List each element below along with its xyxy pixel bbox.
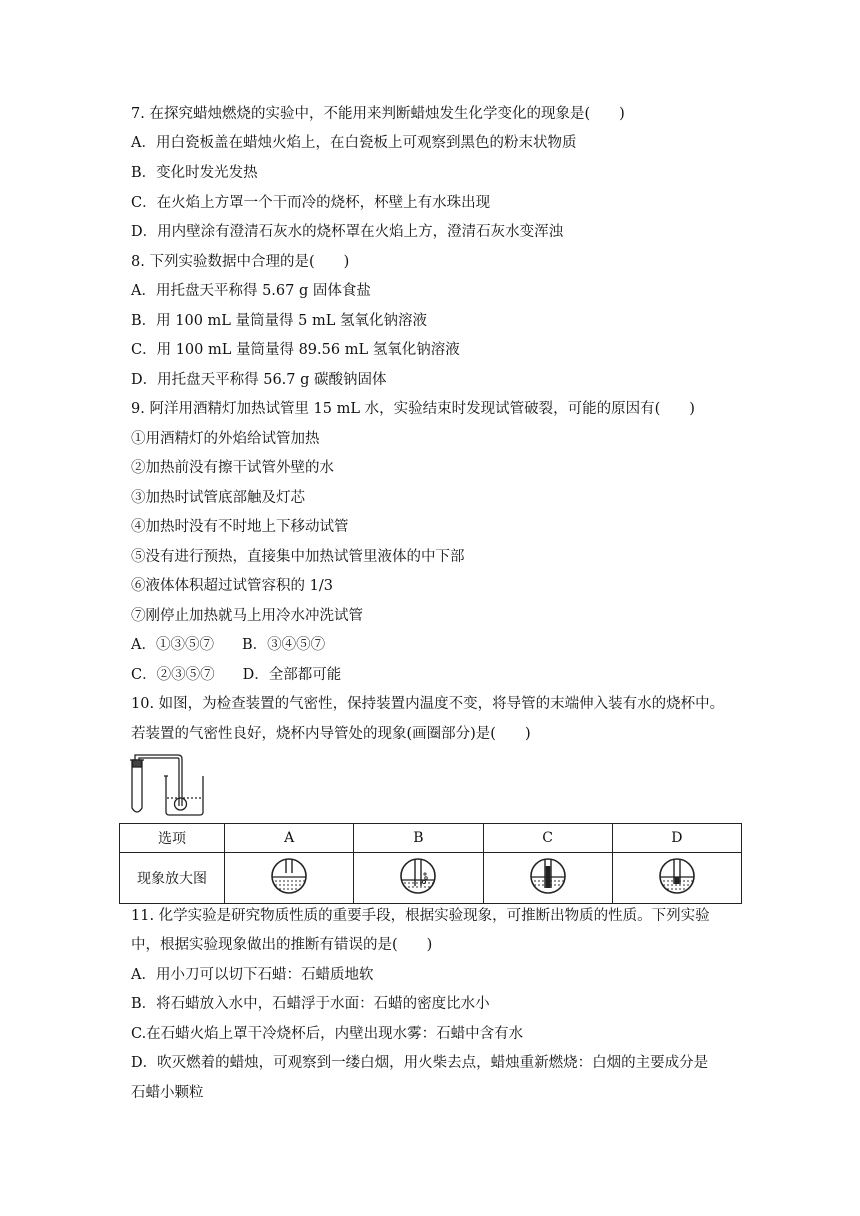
q8-option-c: C．用 100 mL 量筒量得 89.56 mL 氢氧化钠溶液 [131, 342, 460, 358]
zoom-figure-a-icon [269, 856, 309, 896]
table-row-label: 现象放大图 [120, 853, 225, 904]
q10-options-table [119, 823, 742, 904]
airtightness-apparatus-diagram [126, 752, 221, 818]
q9-item-2: ②加热前没有擦干试管外壁的水 [131, 460, 334, 476]
q7-stem: 7. 在探究蜡烛燃烧的实验中，不能用来判断蜡烛发生化学变化的现象是( ) [131, 106, 625, 122]
q11-option-a: A．用小刀可以切下石蜡：石蜡质地软 [131, 967, 374, 983]
q10-stem-line-1: 10. 如图，为检查装置的气密性，保持装置内温度不变，将导管的末端伸入装有水的烧杯中。 [131, 696, 725, 712]
q9-item-3: ③加热时试管底部触及灯芯 [131, 490, 305, 506]
table-figure-row [120, 853, 742, 904]
q9-item-5: ⑤没有进行预热，直接集中加热试管里液体的中下部 [131, 549, 465, 565]
q8-option-a: A．用托盘天平称得 5.67 g 固体食盐 [131, 283, 371, 299]
figure-option-a [225, 853, 354, 904]
q11-option-b: B．将石蜡放入水中，石蜡浮于水面：石蜡的密度比水小 [131, 996, 490, 1012]
q11-option-c: C.在石蜡火焰上罩干冷烧杯后，内壁出现水雾：石蜡中含有水 [131, 1026, 524, 1042]
q9-option-b: B．③④⑤⑦ [241, 637, 326, 653]
q9-options-row-1 [131, 636, 325, 654]
figure-option-c [483, 853, 612, 904]
q9-option-d: D．全部都可能 [242, 667, 342, 683]
q7-option-b: B．变化时发光发热 [131, 165, 258, 181]
table-header-label: 选项 [120, 824, 225, 853]
q9-options-row-2 [131, 666, 341, 684]
q10-stem-line-2: 若装置的气密性良好，烧杯内导管处的现象(画圈部分)是( ) [131, 726, 531, 742]
q9-item-1: ①用酒精灯的外焰给试管加热 [131, 431, 320, 447]
q7-option-d: D．用内壁涂有澄清石灰水的烧杯罩在火焰上方，澄清石灰水变浑浊 [131, 224, 564, 240]
table-header-option-d: D [612, 824, 741, 853]
zoom-figure-d-icon [657, 856, 697, 896]
zoom-figure-c-icon [528, 856, 568, 896]
q9-option-a: A．①③⑤⑦ [131, 637, 214, 653]
q11-option-d-line-1: D．吹灭燃着的蜡烛，可观察到一缕白烟，用火柴去点，蜡烛重新燃烧：白烟的主要成分是 [131, 1055, 709, 1071]
table-header-option-b: B [354, 824, 483, 853]
figure-option-b [354, 853, 483, 904]
q7-option-c: C．在火焰上方罩一个干而冷的烧杯，杯壁上有水珠出现 [131, 195, 491, 211]
q8-option-d: D．用托盘天平称得 56.7 g 碳酸钠固体 [131, 372, 387, 388]
q9-option-c: C．②③⑤⑦ [131, 667, 215, 683]
q9-item-6: ⑥液体体积超过试管容积的 1/3 [131, 578, 333, 594]
table-header-option-a: A [225, 824, 354, 853]
table-header-option-c: C [483, 824, 612, 853]
q9-stem: 9. 阿洋用酒精灯加热试管里 15 mL 水，实验结束时发现试管破裂，可能的原因有( ) [131, 401, 695, 417]
q11-option-d-line-2: 石蜡小颗粒 [131, 1085, 204, 1101]
q8-stem: 8. 下列实验数据中合理的是( ) [131, 254, 350, 270]
table-header-row [120, 824, 742, 853]
figure-option-d [612, 853, 741, 904]
q11-stem-line-2: 中，根据实验现象做出的推断有错误的是( ) [131, 937, 433, 953]
q9-item-7: ⑦刚停止加热就马上用冷水冲洗试管 [131, 608, 363, 624]
q7-option-a: A．用白瓷板盖在蜡烛火焰上，在白瓷板上可观察到黑色的粉末状物质 [131, 135, 577, 151]
zoom-figure-b-icon [398, 856, 438, 896]
q9-item-4: ④加热时没有不时地上下移动试管 [131, 519, 349, 535]
q8-option-b: B．用 100 mL 量筒量得 5 mL 氢氧化钠溶液 [131, 313, 427, 329]
q11-stem-line-1: 11. 化学实验是研究物质性质的重要手段，根据实验现象，可推断出物质的性质。下列实验 [131, 908, 710, 924]
